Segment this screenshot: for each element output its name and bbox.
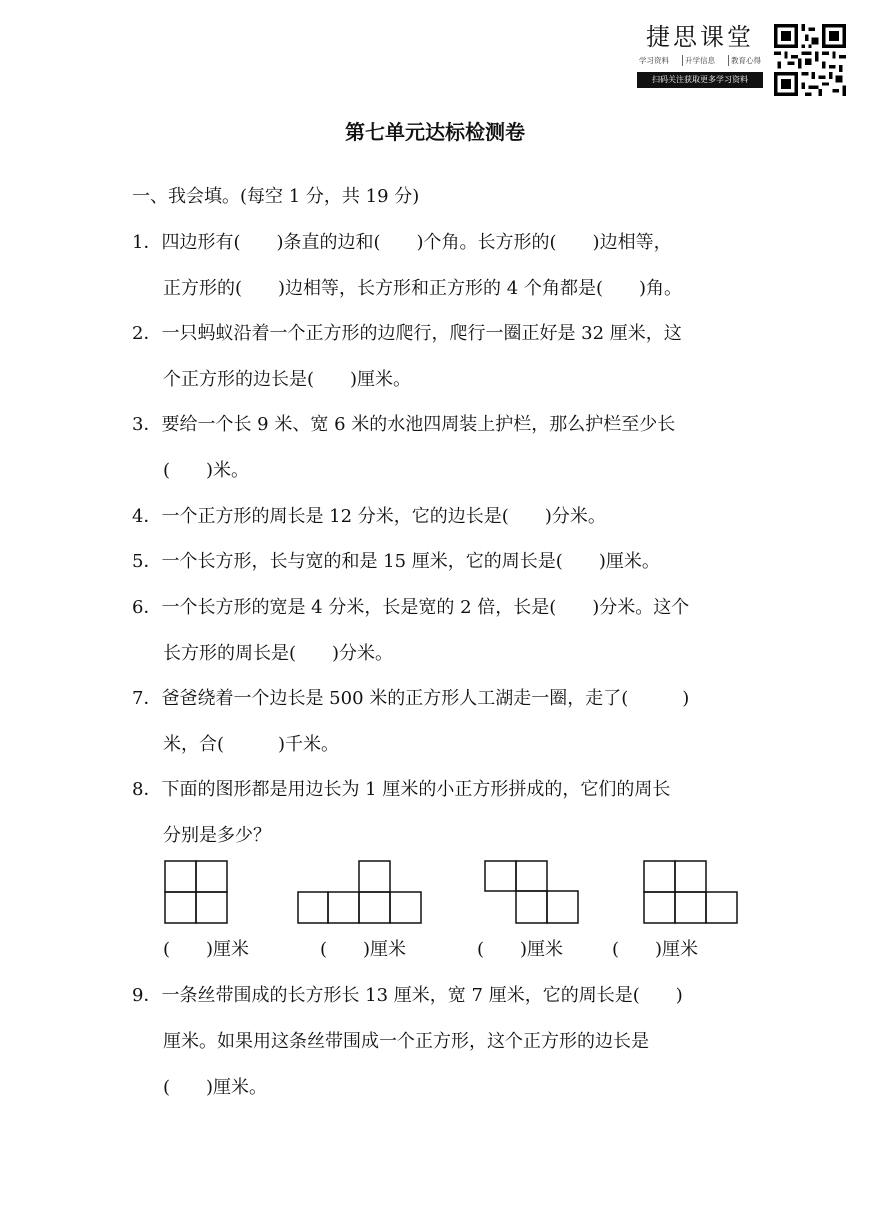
question-6-line-2: 长方形的周长是( )分米。	[163, 643, 394, 664]
section-heading: 一、我会填。(每空 1 分，共 19 分)	[132, 186, 420, 207]
question-9-line-2: 厘米。如果用这条丝带围成一个正方形，这个正方形的边长是	[163, 1031, 649, 1052]
brand-tags	[637, 55, 763, 66]
figure-b-t-shape	[297, 860, 422, 924]
question-9-line-3: ( )厘米。	[163, 1077, 268, 1098]
question-9-line-1: 9．一条丝带围成的长方形长 13 厘米，宽 7 厘米，它的周长是( )	[132, 985, 683, 1006]
figure-c-step-shape	[484, 860, 579, 924]
question-8-line-2: 分别是多少？	[163, 825, 271, 846]
brand-banner: 扫码关注获取更多学习资料	[637, 72, 763, 88]
figure-b-answer: ( )厘米	[320, 939, 407, 960]
question-1-line-2: 正方形的( )边相等，长方形和正方形的 4 个角都是( )角。	[163, 278, 682, 299]
figure-d-answer: ( )厘米	[612, 939, 699, 960]
brand-tag: 教育心得	[728, 55, 763, 66]
brand-tag: 升学信息	[682, 55, 717, 66]
question-2-line-1: 2．一只蚂蚁沿着一个正方形的边爬行，爬行一圈正好是 32 厘米，这	[132, 323, 682, 344]
brand-logo	[637, 22, 763, 88]
question-8-line-1: 8．下面的图形都是用边长为 1 厘米的小正方形拼成的，它们的周长	[132, 779, 671, 800]
figure-d-l-shape	[643, 860, 738, 924]
question-6-line-1: 6．一个长方形的宽是 4 分米，长是宽的 2 倍，长是( )分米。这个	[132, 597, 690, 618]
question-3-line-1: 3．要给一个长 9 米、宽 6 米的水池四周装上护栏，那么护栏至少长	[132, 414, 676, 435]
brand-name: 捷思课堂	[646, 23, 754, 51]
question-2-line-2: 个正方形的边长是( )厘米。	[163, 369, 412, 390]
question-7-line-1: 7．爸爸绕着一个边长是 500 米的正方形人工湖走一圈，走了( )	[132, 688, 690, 709]
page-title: 第七单元达标检测卷	[345, 120, 525, 144]
question-3-line-2: ( )米。	[163, 460, 250, 481]
brand-tag: 学习资料	[639, 56, 669, 65]
figure-a-answer: ( )厘米	[163, 939, 250, 960]
qr-code-icon	[774, 24, 846, 96]
figure-c-answer: ( )厘米	[477, 939, 564, 960]
question-5: 5．一个长方形，长与宽的和是 15 厘米，它的周长是( )厘米。	[132, 551, 660, 572]
question-1-line-1: 1．四边形有( )条直的边和( )个角。长方形的( )边相等，	[132, 232, 672, 253]
question-7-line-2: 米，合( )千米。	[163, 734, 340, 755]
question-4: 4．一个正方形的周长是 12 分米，它的边长是( )分米。	[132, 506, 606, 527]
figure-a-square-grid	[164, 860, 228, 924]
